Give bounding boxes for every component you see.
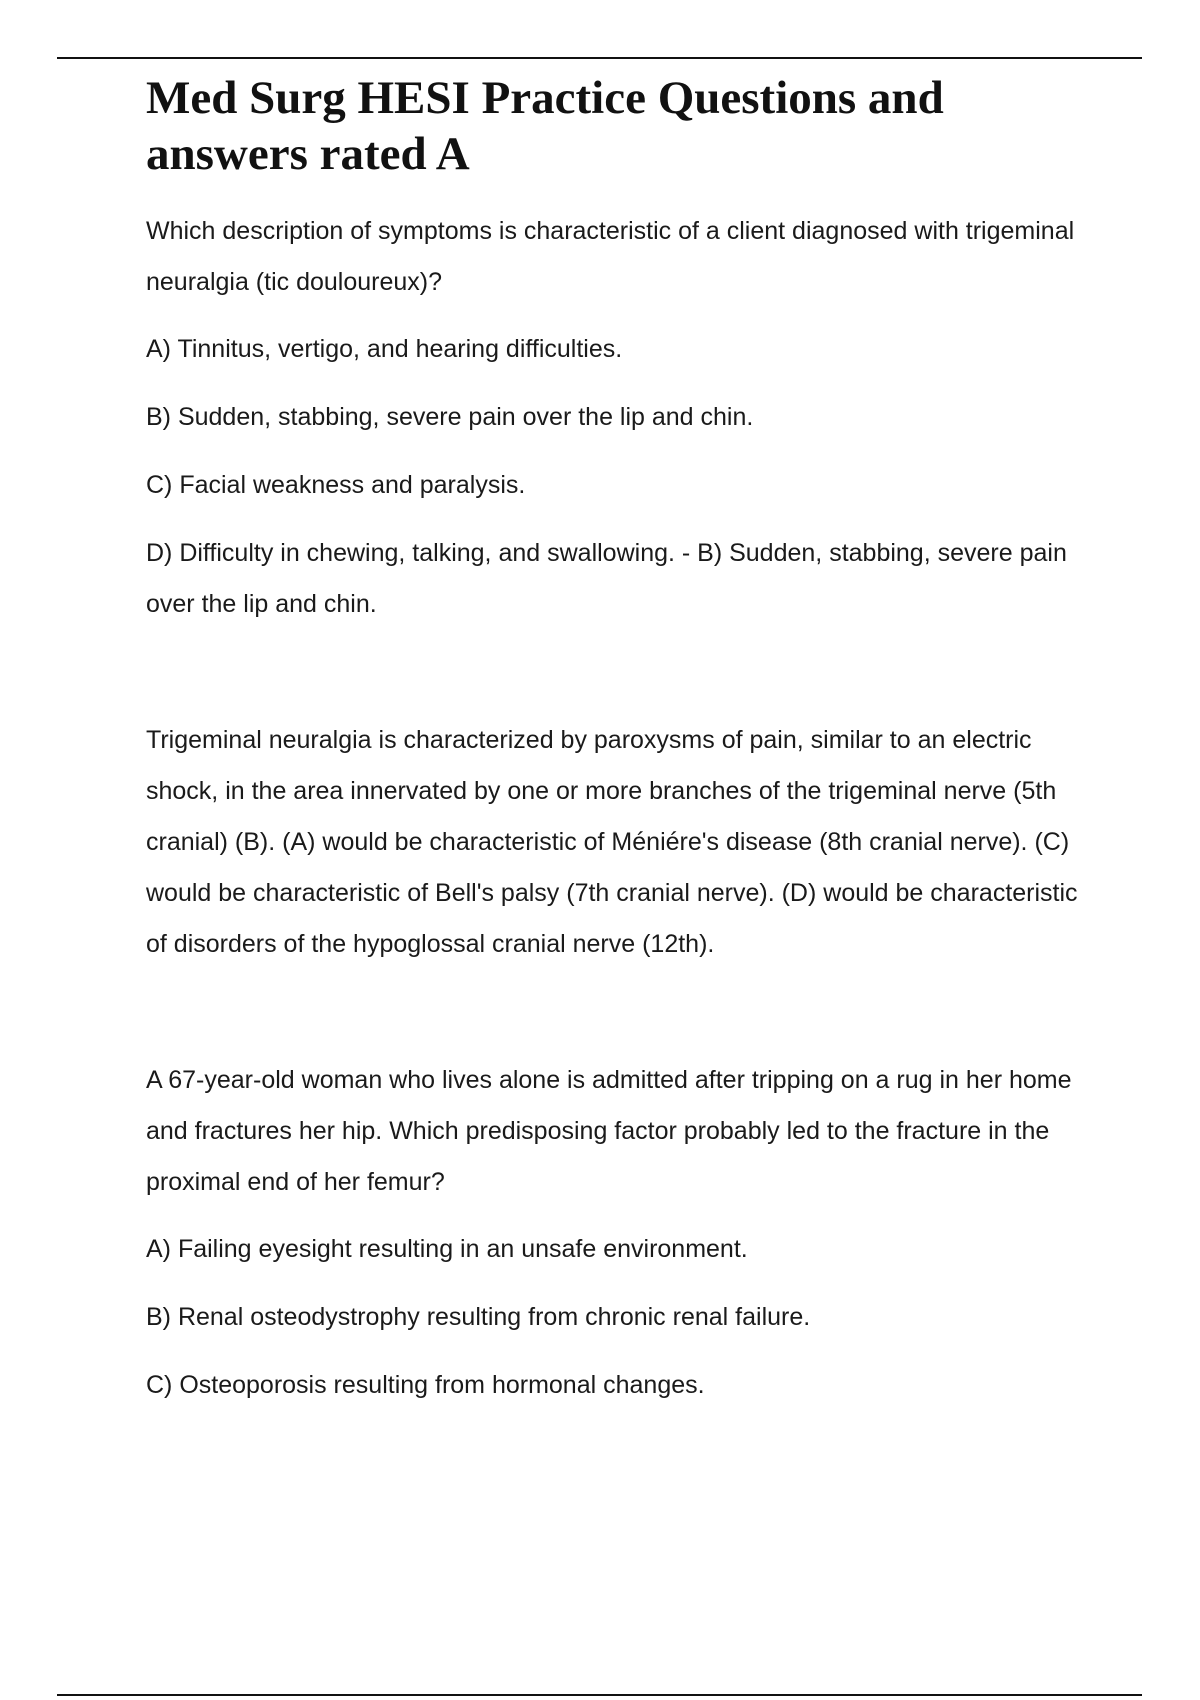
spacer bbox=[146, 630, 1096, 715]
answer-option-a: A) Failing eyesight resulting in an unsafe environment. bbox=[146, 1235, 748, 1263]
answer-option-b: B) Renal osteodystrophy resulting from chronic renal failure. bbox=[146, 1303, 811, 1331]
answer-option-c: C) Facial weakness and paralysis. bbox=[146, 471, 526, 499]
question-text: A 67-year-old woman who lives alone is admitted after tripping on a rug in her home and fractures her hip. Which predisposing factor probably led to the fracture in the proximal end of her femur? bbox=[146, 1066, 1072, 1196]
answer-option-d: D) Difficulty in chewing, talking, and swallowing. - B) Sudden, stabbing, severe pain over the lip and chin. bbox=[146, 539, 1067, 618]
answer-option-b: B) Sudden, stabbing, severe pain over the lip and chin. bbox=[146, 403, 754, 431]
spacer bbox=[146, 970, 1096, 1055]
document-title: Med Surg HESI Practice Questions and answers rated A bbox=[146, 72, 944, 180]
answer-option-c: C) Osteoporosis resulting from hormonal changes. bbox=[146, 1371, 705, 1399]
question-1 bbox=[146, 206, 1096, 970]
top-rule bbox=[57, 57, 1142, 59]
answer-option-a: A) Tinnitus, vertigo, and hearing difficulties. bbox=[146, 335, 623, 363]
bottom-rule bbox=[57, 1694, 1142, 1696]
document-body bbox=[146, 70, 1096, 1411]
question-2 bbox=[146, 1055, 1096, 1411]
rationale-text: Trigeminal neuralgia is characterized by paroxysms of pain, similar to an electric shock, in the area innervated by one or more branches of the trigeminal nerve (5th cranial) (B). (A) would be characteristic of Méniére's disease (8th cranial nerve). (C) would be characteristic of Bell's palsy (7th cranial nerve). (D) would be characteristic of disorders of the hypoglossal cranial nerve (12th). bbox=[146, 726, 1078, 958]
question-text: Which description of symptoms is characteristic of a client diagnosed with trigeminal neuralgia (tic douloureux)? bbox=[146, 217, 1075, 296]
